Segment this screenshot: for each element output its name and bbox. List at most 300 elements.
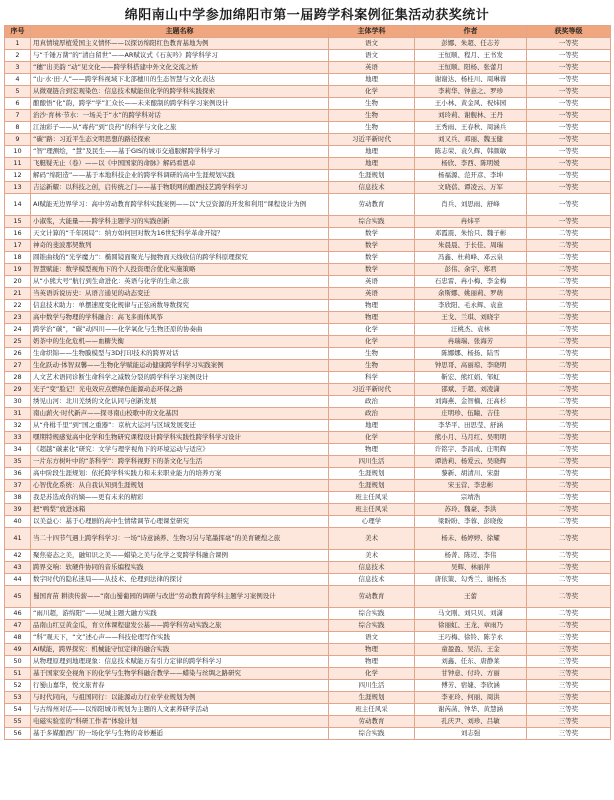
row-authors: 杨福源、范开彦、李坤 xyxy=(415,170,527,182)
row-authors: 石忠雷、冉小梅、李金梅 xyxy=(415,276,527,288)
row-number: 39 xyxy=(5,504,31,516)
row-topic: 当二十四节气遇上跨学科学习：一场“诗意涵养、生物习另与笔墨挥毫”的美育硬煌之旅 xyxy=(31,528,329,550)
row-subject: 政治 xyxy=(329,408,415,420)
row-authors: 谢谢达、杨桂川、周琳蓉 xyxy=(415,74,527,86)
row-award: 二等奖 xyxy=(527,504,611,516)
row-award: 二等奖 xyxy=(527,300,611,312)
row-subject: 信息技术 xyxy=(329,562,415,574)
table-row xyxy=(5,170,611,182)
row-authors: 文晓蓓、谭凌云、万军 xyxy=(415,182,527,194)
row-subject: 综合实践 xyxy=(329,728,415,740)
row-authors: 苏玲、魏豪、李洪 xyxy=(415,504,527,516)
header-no: 序号 xyxy=(5,26,31,38)
table-row xyxy=(5,728,611,740)
table-row xyxy=(5,396,611,408)
row-authors: 王巧梅、徐铃、陈芋永 xyxy=(415,632,527,644)
row-award: 三等奖 xyxy=(527,680,611,692)
table-row xyxy=(5,216,611,228)
row-award: 三等奖 xyxy=(527,644,611,656)
table-row xyxy=(5,656,611,668)
table-row xyxy=(5,586,611,608)
row-number: 17 xyxy=(5,240,31,252)
row-topic: AI赋能，跨界探究：机械能守恒定律的融合实践 xyxy=(31,644,329,656)
table-row xyxy=(5,692,611,704)
row-number: 12 xyxy=(5,170,31,182)
row-award: 一等奖 xyxy=(527,146,611,158)
row-topic: 蜀国育苗 耕读传薪——“南山蜀葡园的调研与改进”劳动教育跨学科主题学习案例设计 xyxy=(31,586,329,608)
row-subject: 劳动教育 xyxy=(329,194,415,216)
row-topic: “穗”出美韵 “动”见文化——跨学科搭建中外文化交流之桥 xyxy=(31,62,329,74)
row-number: 56 xyxy=(5,728,31,740)
row-number: 53 xyxy=(5,692,31,704)
row-topic: 跨学治“碳”，“碳”动四川——化学氧化与生物还原的协奏曲 xyxy=(31,324,329,336)
row-topic: 吉运新耀：以科技之创，启传统之门——基于物联网的酿酒技艺跨学科学习 xyxy=(31,182,329,194)
row-topic: 品南山红豆黄金瓜，育立体课程建发公基——跨学科劳动实践之旅 xyxy=(31,620,329,632)
table-row xyxy=(5,680,611,692)
row-subject: 美术 xyxy=(329,528,415,550)
row-subject: 物理 xyxy=(329,644,415,656)
row-topic: 我是苏选成你的嫡——更有未来的精彩 xyxy=(31,492,329,504)
row-number: 8 xyxy=(5,122,31,134)
row-award: 二等奖 xyxy=(527,420,611,432)
row-authors: 宋玉营、李忠彬 xyxy=(415,480,527,492)
row-authors: 李欣阳、毛永辉、袁意 xyxy=(415,300,527,312)
row-subject: 生涯规划 xyxy=(329,468,415,480)
row-number: 42 xyxy=(5,550,31,562)
row-award: 二等奖 xyxy=(527,574,611,586)
row-authors: 邓霞震、朱怡只、魏子彬 xyxy=(415,228,527,240)
row-authors: 孔庆尹、刘珍、吕敏 xyxy=(415,716,527,728)
row-number: 37 xyxy=(5,480,31,492)
row-authors: 李华平、田思莹、舒涵 xyxy=(415,420,527,432)
row-authors: 谢芮菡、钟华、黄慧涵 xyxy=(415,704,527,716)
row-number: 34 xyxy=(5,444,31,456)
header-award: 获奖等级 xyxy=(527,26,611,38)
row-authors: 马文刚、刘只贝、刘潇 xyxy=(415,608,527,620)
row-subject: 心理学 xyxy=(329,516,415,528)
row-subject: 生物 xyxy=(329,122,415,134)
row-award: 一等奖 xyxy=(527,182,611,194)
row-subject: 科学 xyxy=(329,372,415,384)
row-topic: 基于国家安全视角下的化学与生物学科融合教学——蜡染与丝绸之路研究 xyxy=(31,668,329,680)
row-topic: 神奇的斐波那契数列 xyxy=(31,240,329,252)
row-subject: 习近平新时代 xyxy=(329,134,415,146)
row-subject: 综合实践 xyxy=(329,620,415,632)
row-subject: 劳动教育 xyxy=(329,716,415,728)
row-subject: 习近平新时代 xyxy=(329,384,415,396)
table-header-row xyxy=(5,26,611,38)
row-award: 二等奖 xyxy=(527,288,611,300)
row-authors: 冉瑞瑞、张海芳 xyxy=(415,336,527,348)
row-topic: “雨川超，游绵阳”——见城主题大融方实践 xyxy=(31,608,329,620)
row-subject: 数学 xyxy=(329,228,415,240)
table-row xyxy=(5,492,611,504)
row-number: 1 xyxy=(5,38,31,50)
row-award: 二等奖 xyxy=(527,348,611,360)
row-subject: 生涯规划 xyxy=(329,480,415,492)
row-topic: 电磁实验室的“科研工作者”体验计划 xyxy=(31,716,329,728)
table-row xyxy=(5,644,611,656)
row-topic: 解码“绵阳造”——基于本地科技企业的跨学科调研的高中生涯规划实践 xyxy=(31,170,329,182)
row-award: 二等奖 xyxy=(527,240,611,252)
row-number: 47 xyxy=(5,620,31,632)
row-authors: 刘又兵、邓丽、魏玉健 xyxy=(415,134,527,146)
row-subject: 物理 xyxy=(329,312,415,324)
header-subject: 主体学科 xyxy=(329,26,415,38)
row-number: 51 xyxy=(5,668,31,680)
row-number: 45 xyxy=(5,586,31,608)
table-row xyxy=(5,632,611,644)
row-authors: 徐丽虹、王龙、章雨乃 xyxy=(415,620,527,632)
row-number: 22 xyxy=(5,300,31,312)
row-subject: 地理 xyxy=(329,158,415,170)
table-row xyxy=(5,38,611,50)
row-number: 10 xyxy=(5,146,31,158)
table-row xyxy=(5,444,611,456)
row-authors: 黎新、胡清川、宋甜 xyxy=(415,468,527,480)
row-authors: 熊小月、马月红、吴明明 xyxy=(415,432,527,444)
row-topic: 当英语诉说历史：从语言通见的动态变迁 xyxy=(31,288,329,300)
table-row xyxy=(5,384,611,396)
row-subject: 班主任风采 xyxy=(329,704,415,716)
row-number: 25 xyxy=(5,336,31,348)
row-topic: “碳”路：习近平生态文明思想的路径探索 xyxy=(31,134,329,146)
row-authors: 王戈、兰琪、刘晓宇 xyxy=(415,312,527,324)
table-row xyxy=(5,456,611,468)
table-body xyxy=(5,38,611,740)
row-number: 6 xyxy=(5,98,31,110)
row-award: 二等奖 xyxy=(527,444,611,456)
table-row xyxy=(5,528,611,550)
row-topic: 把“鸭梨”放进冰箱 xyxy=(31,504,329,516)
row-award: 一等奖 xyxy=(527,62,611,74)
row-topic: 心智优化系统：从自我认知到生涯规划 xyxy=(31,480,329,492)
row-topic: 《超越“碳素化”研究：文学与理学视角下的环境运动与适应》 xyxy=(31,444,329,456)
table-row xyxy=(5,134,611,146)
table-row xyxy=(5,324,611,336)
row-authors: 许铭宇、李昌成、庄明辉 xyxy=(415,444,527,456)
row-authors: 汪桃杰、袁林 xyxy=(415,324,527,336)
row-subject: 信息技术 xyxy=(329,182,415,194)
row-topic: 信息技术助力：单摆速度变化规律与正弦函数导数探究 xyxy=(31,300,329,312)
row-award: 二等奖 xyxy=(527,492,611,504)
table-row xyxy=(5,504,611,516)
row-topic: 与“千锤万凿”的“清白留世”——AR赋议式《石灰吟》跨学科学习 xyxy=(31,50,329,62)
row-authors: 冯鑫、杜莉峰、邓云泉 xyxy=(415,252,527,264)
row-topic: 用真情境厚植爱国主义情怀——以探访绵阳红色教育基地为例 xyxy=(31,38,329,50)
row-subject: 综合实践 xyxy=(329,608,415,620)
row-authors: 彭娜、朱超、任志芳 xyxy=(415,38,527,50)
row-award: 一等奖 xyxy=(527,86,611,98)
row-award: 二等奖 xyxy=(527,276,611,288)
row-topic: 人文艺术语同诊断生命科学之减数分裂的跨学科学习案例设计 xyxy=(31,372,329,384)
row-number: 13 xyxy=(5,182,31,194)
row-authors: 刘海燕、金智楠、汪高杉 xyxy=(415,396,527,408)
row-award: 二等奖 xyxy=(527,372,611,384)
row-subject: 生物 xyxy=(329,98,415,110)
row-subject: 化学 xyxy=(329,668,415,680)
row-number: 29 xyxy=(5,384,31,396)
row-topic: 智慧赋能：数学模型视角下的个人投资理合优化实施策略 xyxy=(31,264,329,276)
row-number: 54 xyxy=(5,704,31,716)
row-subject: 数学 xyxy=(329,240,415,252)
row-subject: 生物 xyxy=(329,348,415,360)
row-award: 二等奖 xyxy=(527,432,611,444)
table-row xyxy=(5,86,611,98)
row-number: 50 xyxy=(5,656,31,668)
row-number: 49 xyxy=(5,644,31,656)
row-number: 33 xyxy=(5,432,31,444)
row-award: 二等奖 xyxy=(527,468,611,480)
row-number: 27 xyxy=(5,360,31,372)
header-authors: 作者 xyxy=(415,26,527,38)
row-topic: 从微观链合到宏观染色：信息技术赋能但化学的跨学科实践探索 xyxy=(31,86,329,98)
row-number: 40 xyxy=(5,516,31,528)
row-topic: 嘿期特规感觉高中化学和生物研究课程设计跨学科实践性跨学科学习设计 xyxy=(31,432,329,444)
row-number: 16 xyxy=(5,228,31,240)
row-authors: 唐依策、勾秀兰、谢杨杰 xyxy=(415,574,527,586)
row-subject: 生涯规划 xyxy=(329,692,415,704)
table-row xyxy=(5,620,611,632)
row-number: 35 xyxy=(5,456,31,468)
row-number: 52 xyxy=(5,680,31,692)
row-authors: 王秀雨、王春秋、周涵兵 xyxy=(415,122,527,134)
row-topic: 高中阶段生涯规划：依托跨学科实践力和未来职业能力的培养方案 xyxy=(31,468,329,480)
row-award: 一等奖 xyxy=(527,134,611,146)
row-number: 7 xyxy=(5,110,31,122)
awards-table xyxy=(4,25,611,740)
row-number: 30 xyxy=(5,396,31,408)
row-subject: 四川生活 xyxy=(329,680,415,692)
row-subject: 语文 xyxy=(329,38,415,50)
row-number: 24 xyxy=(5,324,31,336)
row-topic: 跨界交响：软硬件协同的音乐编程实践 xyxy=(31,562,329,574)
row-award: 二等奖 xyxy=(527,562,611,574)
header-title: 主题名称 xyxy=(31,26,329,38)
row-number: 18 xyxy=(5,252,31,264)
row-award: 一等奖 xyxy=(527,110,611,122)
row-number: 19 xyxy=(5,264,31,276)
row-subject: 数学 xyxy=(329,252,415,264)
row-award: 一等奖 xyxy=(527,38,611,50)
row-number: 11 xyxy=(5,158,31,170)
row-topic: 与古绵州对话——以绵阳城市规划为主题的人文素养研学活动 xyxy=(31,704,329,716)
table-row xyxy=(5,348,611,360)
row-topic: 与时代同向，与祖国同行：以能源动力行业学业规划为例 xyxy=(31,692,329,704)
row-subject: 政治 xyxy=(329,396,415,408)
row-award: 三等奖 xyxy=(527,728,611,740)
row-subject: 信息技术 xyxy=(329,574,415,586)
table-row xyxy=(5,480,611,492)
row-authors: 甘钟意、付玲、方丽 xyxy=(415,668,527,680)
table-row xyxy=(5,432,611,444)
row-award: 一等奖 xyxy=(527,216,611,228)
table-row xyxy=(5,468,611,480)
row-subject: 数学 xyxy=(329,264,415,276)
table-row xyxy=(5,574,611,586)
row-subject: 班主任风采 xyxy=(329,504,415,516)
table-row xyxy=(5,562,611,574)
table-row xyxy=(5,158,611,170)
row-number: 43 xyxy=(5,562,31,574)
row-subject: 化学 xyxy=(329,324,415,336)
row-award: 二等奖 xyxy=(527,252,611,264)
row-authors: 王蕾 xyxy=(415,586,527,608)
table-row xyxy=(5,516,611,528)
row-award: 一等奖 xyxy=(527,194,611,216)
table-row xyxy=(5,228,611,240)
row-award: 二等奖 xyxy=(527,228,611,240)
row-award: 二等奖 xyxy=(527,528,611,550)
table-row xyxy=(5,408,611,420)
row-award: 二等奖 xyxy=(527,620,611,632)
row-topic: 天文计算的“千年困局”：纳方如何回对数为16世纪科学革命开镜？ xyxy=(31,228,329,240)
row-number: 28 xyxy=(5,372,31,384)
row-subject: 综合实践 xyxy=(329,216,415,228)
table-row xyxy=(5,312,611,324)
row-award: 二等奖 xyxy=(527,336,611,348)
table-row xyxy=(5,276,611,288)
row-number: 14 xyxy=(5,194,31,216)
row-number: 21 xyxy=(5,288,31,300)
row-authors: 陈志荣、袁久辉、韩颜敏 xyxy=(415,146,527,158)
row-topic: 高中数学与物理的学科融合：高飞多面体风筝 xyxy=(31,312,329,324)
row-subject: 英语 xyxy=(329,288,415,300)
row-subject: 生物 xyxy=(329,360,415,372)
row-topic: 绣见山河：北川羌绣的文化认同与创新发展 xyxy=(31,396,329,408)
row-authors: 刘玲莉、谢舰林、王丹 xyxy=(415,110,527,122)
row-number: 5 xyxy=(5,86,31,98)
row-topic: 基于多媒酿酒厂的一场化学与生物的奇妙邂逅 xyxy=(31,728,329,740)
row-subject: 物理 xyxy=(329,300,415,312)
row-authors: 李亚玲、何丽、周洪 xyxy=(415,692,527,704)
table-row xyxy=(5,300,611,312)
row-number: 26 xyxy=(5,348,31,360)
row-award: 二等奖 xyxy=(527,608,611,620)
row-topic: 光子“变”脸记！光电效应点燃绿色能源动态环保之路 xyxy=(31,384,329,396)
row-award: 三等奖 xyxy=(527,704,611,716)
row-topic: 以美益心：基于心理剧的高中生情绪调节心理课堂研究 xyxy=(31,516,329,528)
row-authors: 刘志强 xyxy=(415,728,527,740)
row-number: 3 xyxy=(5,62,31,74)
table-row xyxy=(5,122,611,134)
row-number: 55 xyxy=(5,716,31,728)
row-award: 二等奖 xyxy=(527,516,611,528)
row-number: 44 xyxy=(5,574,31,586)
row-topic: 从物理原理到地理现象：信息技术赋能万有引力定律的跨学科学习 xyxy=(31,656,329,668)
row-award: 一等奖 xyxy=(527,74,611,86)
row-authors: 王恒顺、程月、王书发 xyxy=(415,50,527,62)
table-row xyxy=(5,74,611,86)
table-row xyxy=(5,668,611,680)
row-topic: 飞艇疑无止（卷）——以《中国国家的命脉》解码看恩卓 xyxy=(31,158,329,170)
row-subject: 地理 xyxy=(329,146,415,158)
row-subject: 化学 xyxy=(329,336,415,348)
row-topic: 奶茶中的生化危机——血糖失衡 xyxy=(31,336,329,348)
row-authors: 余斯娜、姚丽莉、罗萌 xyxy=(415,288,527,300)
row-subject: 地理 xyxy=(329,74,415,86)
row-subject: 生物 xyxy=(329,110,415,122)
row-authors: 杨未、杨婷婷、徐耀 xyxy=(415,528,527,550)
table-row xyxy=(5,336,611,348)
row-number: 32 xyxy=(5,420,31,432)
row-award: 三等奖 xyxy=(527,632,611,644)
row-authors: 钟思哥、高丽琼、李晓明 xyxy=(415,360,527,372)
row-number: 23 xyxy=(5,312,31,324)
table-row xyxy=(5,608,611,620)
row-topic: “智”理测绘，“慧”及民生——基于GIS的城市交通服解跨学科学习 xyxy=(31,146,329,158)
row-authors: 杨菁、陈迈、李伟 xyxy=(415,550,527,562)
table-row xyxy=(5,704,611,716)
row-topic: 一片东方树叶中的“茶科学”：跨学科视野下的茶文化与生活 xyxy=(31,456,329,468)
row-topic: 聚焦姿态之美，融知识之美——蜡染之美与化学之变跨学科融合课例 xyxy=(31,550,329,562)
row-number: 36 xyxy=(5,468,31,480)
table-row xyxy=(5,182,611,194)
row-award: 一等奖 xyxy=(527,98,611,110)
row-award: 二等奖 xyxy=(527,384,611,396)
row-number: 15 xyxy=(5,216,31,228)
row-authors: 邵斌、于超、刘凌潇 xyxy=(415,384,527,396)
row-subject: 语文 xyxy=(329,50,415,62)
row-authors: 冉炜平 xyxy=(415,216,527,228)
table-row xyxy=(5,50,611,62)
table-row xyxy=(5,716,611,728)
row-subject: 化学 xyxy=(329,432,415,444)
table-row xyxy=(5,264,611,276)
row-topic: 行蜀山嘉华，悦文旅青春 xyxy=(31,680,329,692)
page-title: 绵阳南山中学参加绵阳市第一届跨学科案例征集活动获奖统计 xyxy=(124,8,490,23)
table-row xyxy=(5,550,611,562)
row-subject: 地理 xyxy=(329,420,415,432)
row-award: 三等奖 xyxy=(527,656,611,668)
row-subject: 英语 xyxy=(329,62,415,74)
row-award: 二等奖 xyxy=(527,550,611,562)
table-row xyxy=(5,146,611,158)
row-authors: 肖兵、刘思雨、舒峰 xyxy=(415,194,527,216)
row-number: 46 xyxy=(5,608,31,620)
table-row xyxy=(5,252,611,264)
row-award: 三等奖 xyxy=(527,716,611,728)
row-authors: 刘鑫、任东、唐静莱 xyxy=(415,656,527,668)
row-topic: 生命织锦——生物膜模型与3D打印技术的跨界对话 xyxy=(31,348,329,360)
row-number: 38 xyxy=(5,492,31,504)
row-subject: 班主任风采 xyxy=(329,492,415,504)
row-number: 41 xyxy=(5,528,31,550)
table-row xyxy=(5,194,611,216)
row-award: 三等奖 xyxy=(527,692,611,704)
row-authors: 吴辉、林丽萍 xyxy=(415,562,527,574)
row-award: 三等奖 xyxy=(527,668,611,680)
row-award: 二等奖 xyxy=(527,408,611,420)
row-topic: “山·水·田·人”——跨学科视域下北部穗川的生态智慧与文化表达 xyxy=(31,74,329,86)
row-award: 一等奖 xyxy=(527,50,611,62)
table-row xyxy=(5,110,611,122)
row-authors: 宗靖浩 xyxy=(415,492,527,504)
row-award: 二等奖 xyxy=(527,360,611,372)
row-topic: 从“舟楫千里”到“国之重器”：京杭大运河与区域发展变迁 xyxy=(31,420,329,432)
table-row xyxy=(5,62,611,74)
row-authors: 靳宏、熊红娟、邹虹 xyxy=(415,372,527,384)
row-award: 二等奖 xyxy=(527,480,611,492)
row-number: 20 xyxy=(5,276,31,288)
row-authors: 傅芳、宿婕、李欣涵 xyxy=(415,680,527,692)
row-authors: 谭浩莉、杨爱云、吴晓辉 xyxy=(415,456,527,468)
row-topic: 数字时代的隐私迷局——从技术、伦理到法律的探讨 xyxy=(31,574,329,586)
row-authors: 梁盼盼、李蓉、彭晓俊 xyxy=(415,516,527,528)
row-authors: 杨欣、李西、陈明媛 xyxy=(415,158,527,170)
table-row xyxy=(5,372,611,384)
row-number: 2 xyxy=(5,50,31,62)
